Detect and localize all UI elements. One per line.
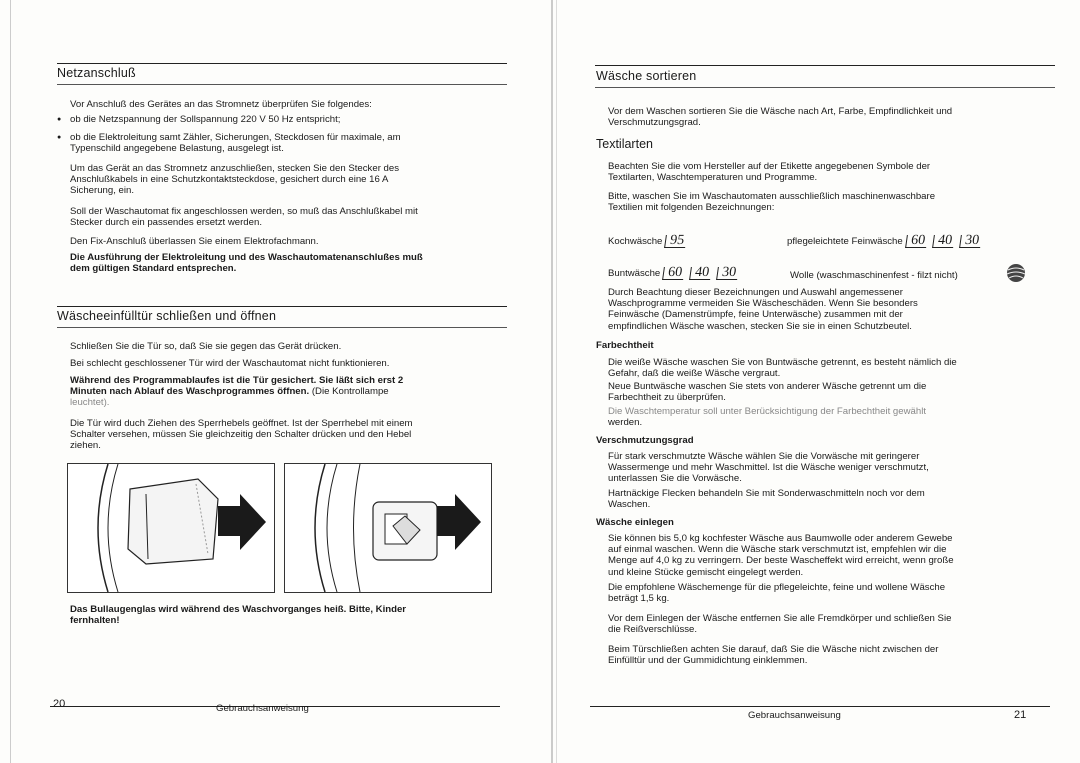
subsection-title-verschmutzungsgrad: Verschmutzungsgrad (596, 435, 694, 446)
wash-symbol-60: 60 (662, 267, 685, 280)
section-rule (595, 87, 1055, 88)
subsection-title-farbechtheit: Farbechtheit (596, 340, 654, 351)
footer-label: Gebrauchsanweisung (216, 703, 309, 714)
netz-paragraph-4: Die Ausführung der Elektroleitung und des Waschautomatenanschlußes muß dem gültigen Standard entsprechen. (70, 252, 423, 275)
section-title-netzanschluss: Netzanschluß (57, 66, 136, 80)
tuer-paragraph-4: Die Tür wird duch Ziehen des Sperrhebels geöffnet. Ist der Sperrhebel mit einem Schalter versehen, müssen Sie gleichzeitig den Schalter drücken und den Hebel ziehen. (70, 418, 413, 452)
wash-symbol-30: 30 (959, 235, 982, 248)
tuer-paragraph-3-normal: (Die Kontrollampe (309, 386, 389, 398)
textil-paragraph-3: Durch Beachtung dieser Bezeichnungen und Auswahl angemessener Waschprogramme vermeiden Sie Wäscheschäden. Wenn Sie besonders Feinwäsche (Damenstrümpfe, feine Unterwäsche) zusammen mit der empfindlichen Wäsche waschen, stecken Sie sie in einen Schutzbeutel. (608, 287, 918, 332)
wash-symbol-60: 60 (905, 235, 928, 248)
einlegen-paragraph-1: Sie können bis 5,0 kg kochfester Wäsche aus Baumwolle oder anderem Gewebe auf einmal waschen. Wenn die Wäsche stark verschmutzt ist, empfehlen wir die Menge auf 4,0 kg zu verringern. Der beste Wascheffekt wird erreicht, wenn große und kleine Stücke gemischt eingelegt werden. (608, 533, 954, 578)
door-switch-drawing (285, 464, 491, 592)
netz-bullet-1: ● ob die Netzspannung der Sollspannung 220 V 50 Hz entspricht; (70, 114, 340, 125)
sort-intro: Vor dem Waschen sortieren Sie die Wäsche nach Art, Farbe, Empfindlichkeit und Verschmutzungsgrad. (608, 106, 953, 129)
einlegen-paragraph-2: Die empfohlene Wäschemenge für die pflegeleichte, feine und wollene Wäsche beträgt 1,5 kg. (608, 582, 946, 605)
netz-paragraph-2: Soll der Waschautomat fix angeschlossen werden, so muß das Anschlußkabel mit Stecker durch ein passendes ersetzt werden. (70, 206, 418, 229)
tuer-paragraph-3-faint: leuchtet). (70, 397, 110, 409)
door-illustration-1 (67, 463, 275, 593)
buntwaesche-label: Buntwäsche (608, 268, 661, 279)
tuer-paragraph-3-bold: Während des Programmablaufes ist die Tür gesichert. Sie läßt sich erst 2 Minuten nach Ablauf des Waschprogrammes öffnen. (70, 375, 404, 398)
section-rule (57, 63, 507, 64)
wash-symbol-40: 40 (932, 235, 955, 248)
label-wolle (790, 270, 958, 281)
subsection-title-textilarten: Textilarten (596, 137, 653, 151)
subsection-title-waesche-einlegen: Wäsche einlegen (596, 517, 674, 528)
section-title-waesche-sortieren: Wäsche sortieren (596, 69, 697, 83)
netz-intro: Vor Anschluß des Gerätes an das Stromnetz überprüfen Sie folgendes: (70, 99, 372, 110)
pflegeleicht-label: pflegeleichtete Feinwäsche (787, 236, 903, 247)
netz-paragraph-1: Um das Gerät an das Stromnetz anzuschließen, stecken Sie den Stecker des Anschlußkabels in eine Schutzkontaktsteckdose, gesichert durch eine 16 A Sicherung, ein. (70, 163, 400, 197)
einlegen-paragraph-4: Beim Türschließen achten Sie darauf, daß Sie die Wäsche nicht zwischen der Einfülltür und der Gummidichtung einklemmen. (608, 644, 939, 667)
footer-label: Gebrauchsanweisung (748, 710, 841, 721)
wash-symbol-40: 40 (689, 267, 712, 280)
door-illustration-2 (284, 463, 492, 593)
warning-note: Das Bullaugenglas wird während des Waschvorganges heiß. Bitte, Kinder fernhalten! (70, 604, 407, 627)
netz-paragraph-3: Den Fix-Anschluß überlassen Sie einem Elektrofachmann. (70, 236, 319, 247)
farb-paragraph-3 (608, 406, 926, 428)
section-rule (57, 306, 507, 307)
wash-symbol-95: 95 (664, 235, 687, 248)
right-page (540, 0, 1080, 763)
section-title-tuer: Wäscheeinfülltür schließen und öffnen (57, 309, 277, 323)
section-rule (57, 84, 507, 85)
farb-paragraph-1: Die weiße Wäsche waschen Sie von Buntwäsche getrennt, es besteht nämlich die Gefahr, daß die weiße Wäsche vergraut. (608, 357, 957, 380)
farb-paragraph-3-faint: Die Waschtemperatur soll unter Berücksichtigung der Farbechtheit gewählt (608, 406, 926, 417)
section-rule (595, 65, 1055, 66)
einlegen-paragraph-3: Vor dem Einlegen der Wäsche entfernen Sie alle Fremdkörper und schließen Sie die Reißverschlüsse. (608, 613, 952, 636)
page-number: 20 (53, 698, 66, 710)
wool-ball-icon (1003, 262, 1029, 284)
versch-paragraph-1: Für stark verschmutzte Wäsche wählen Sie die Vorwäsche mit geringerer Wassermenge und mehr Waschmittel. Ist die Wäsche weniger verschmutzt, unterlassen Sie die Vorwäsche. (608, 451, 929, 485)
textil-paragraph-1: Beachten Sie die vom Hersteller auf der Etikette angegebenen Symbole der Textilarten, Waschtemperaturen und Programme. (608, 161, 931, 184)
tuer-paragraph-1: Schließen Sie die Tür so, daß Sie sie gegen das Gerät drücken. (70, 341, 342, 352)
wash-symbol-30: 30 (716, 267, 739, 280)
page-number: 21 (1014, 709, 1027, 721)
wolle-label: Wolle (waschmaschinenfest - filzt nicht) (790, 270, 958, 281)
footer-rule (590, 706, 1050, 707)
farb-paragraph-2: Neue Buntwäsche waschen Sie stets von anderer Wäsche getrennt um die Farbechtheit zu überprüfen. (608, 381, 927, 404)
textil-paragraph-2: Bitte, waschen Sie im Waschautomaten ausschließlich maschinenwaschbare Textilien mit folgenden Bezeichnungen: (608, 191, 936, 214)
versch-paragraph-2: Hartnäckige Flecken behandeln Sie mit Sonderwaschmitteln noch vor dem Waschen. (608, 488, 925, 511)
tuer-paragraph-3 (70, 375, 403, 409)
label-buntwaesche (608, 267, 741, 280)
door-lever-drawing (68, 464, 274, 592)
kochwaesche-label: Kochwäsche (608, 236, 663, 247)
netz-bullet-2: ● ob die Elektroleitung samt Zähler, Sicherungen, Steckdosen für maximale, am Typenschild angegebene Belastung, ausgelegt ist. (70, 132, 401, 154)
label-kochwaesche (608, 235, 689, 248)
farb-paragraph-3-end: werden. (608, 417, 643, 429)
section-rule (57, 327, 507, 328)
tuer-paragraph-2: Bei schlecht geschlossener Tür wird der Waschautomat nicht funktionieren. (70, 358, 390, 369)
label-pflegeleicht (787, 235, 984, 248)
